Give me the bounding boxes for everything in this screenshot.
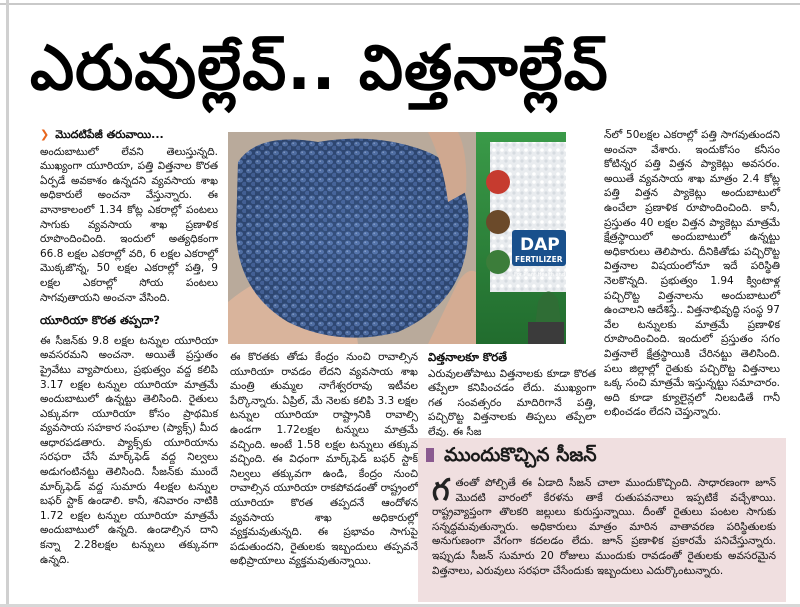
sidebox-body [432, 473, 776, 600]
paragraph: ఎరువులతోపాటు విత్తనాలకు కూడా కొరత తప్పేలా కనిపించడం లేదు. ముఖ్యంగా గత సంవత్సరం మాదిరిగానే పత్తి, పచ్చిరొట్ట విత్తనాలకు తిప్పలు తప్పేలా లేవు. ఈ సీజ [428, 367, 596, 438]
paragraph: అందుబాటులో లేవని తెలుస్తున్నది. ముఖ్యంగా యూరియా, పత్తి విత్తనాల కొరత ఏర్పడే అవకాశం ఉన్నదని వ్యవసాయ శాఖ అధికారులే అంచనా వేస్తున్నారు. ఈ వానాకాలంలో 1.34 కోట్ల ఎకరాల్లో పంటలు సాగుకు వ్యవసాయ శాఖ ప్రణాళిక రూపొందించింది. ఇందులో అత్యధికంగా 66.8 లక్షల ఎకరాల్లో వరి, 6 లక్షల ఎకరాల్లో మొక్కజొన్న, 50 లక్షల ఎకరాల్లో పత్తి, 9 లక్షల ఎకరాల్లో సోయ పంటలు సాగవుతాయని అంచనా వేసింది. [40, 145, 218, 304]
bag-small-text: For Plant Health and Growth [514, 272, 585, 278]
kicker-text: మొదటిపేజీ తరువాయి... [55, 128, 164, 141]
leaf-plant-icon [486, 250, 510, 274]
subheading-seeds: విత్తనాలకూ కొరతే [428, 350, 508, 364]
soil-plant-icon [486, 210, 510, 234]
paragraph [432, 473, 776, 578]
top-border [0, 3, 800, 5]
title-marker-icon [426, 448, 434, 462]
season-sidebox [418, 438, 786, 602]
chevron-right-icon: ❯ [40, 128, 50, 141]
paragraph: న్‌లో 50లక్షల ఎకరాల్లో పత్తి సాగవుతుందని అంచనా వేశారు. ఇందుకోసం కనీసం కోటిన్నర పత్తి విత్తన ప్యాకెట్లు అవసరం. అయితే వ్యవసాయ శాఖ మాత్రం 2.4 కోట్ల పత్తి విత్తన ప్యాకెట్లు అందుబాటులో ఉంచేలా ప్రణాళిక రూపొందించింది. కానీ, ప్రస్తుతం 40 లక్షల విత్తన ప్యాకెట్లు మాత్రమే క్షేత్రస్థాయిలో అందుబాటులో ఉన్నట్టు అధికారులు తెలిపారు. దీనికితోడు పచ్చిరొట్ట విత్తనాల విషయంలోనూ ఇదే పరిస్థితి నెలకొన్నది. ప్రభుత్వం 1.94 క్వింటాళ్ల పచ్చిరొట్ట విత్తనాలను అందుబాటులో ఉంచాలని ఆదేశిస్తే.. విత్తనాభివృద్ధి సంస్థ 97 వేల టన్నులకు మాత్రమే ప్రణాళిక రూపొందించింది. ఇందులో ప్రస్తుతం సగం విత్తనాలే క్షేత్రస్థాయికి చేరినట్టు తెలిసింది. పలు జిల్లాల్లో రైతుకు పచ్చిరొట్ట విత్తనాలు ఒక్క సంచి మాత్రమే ఇస్తున్నట్టు సమాచారం. అది కూడా క్యూలైన్లలో నిలబడితే గానీ లభించడం లేదని చెప్తున్నారు. [604, 129, 780, 419]
article-photo [228, 132, 585, 344]
red-flower-icon [486, 170, 510, 194]
article-column-2 [230, 350, 418, 602]
article-column-3 [428, 350, 596, 438]
paragraph: ఈ కొరతకు తోడు కేంద్రం నుంచి రావాల్సిన యూరియా రావడం లేదని వ్యవసాయ శాఖ మంత్రి తుమ్మల నాగేశ్వరరావు ఇటీవల పేర్కొన్నారు. ఏప్రిల్, మే నెలకు కలిపి 3.3 లక్షల టన్నుల యూరియా రాష్ట్రానికి రావాల్సి ఉండగా 1.72లక్షల టన్నులు మాత్రమే వచ్చింది. అంటే 1.58 లక్షల టన్నులు తక్కువ వచ్చింది. ఈ విధంగా మార్క్‌ఫెడ్ బఫర్ స్టాక్ నిల్వలు తక్కువగా ఉండి, కేంద్రం నుంచి రావాల్సిన యూరియా రాకపోవడంతో రాష్ట్రంలో యూరియా కొరత తప్పదనే ఆందోళన వ్యవసాయ శాఖ అధికారుల్లో వ్యక్తమవుతున్నది. ఈ ప్రభావం సాగుపై పడుతుందని, రైతులకు ఇబ్బందులు తప్పవనే అభిప్రాయాలు వ్యక్తమవుతున్నాయి. [230, 351, 418, 568]
plant-pot [528, 322, 564, 344]
fertilizer-text: FERTILIZER [515, 255, 563, 264]
paragraph: ఈ సీజన్‌కు 9.8 లక్షల టన్నుల యూరియా అవసరమని అంచనా. అయితే ప్రస్తుతం ప్రైవేటు వ్యాపారులు, ప్రభుత్వం వద్ద కలిపి 3.17 లక్షల టన్నుల యూరియా మాత్రమే అందుబాటులో ఉన్నట్టు తెలిసింది. రైతులు ఎక్కువగా యూరియా కోసం ప్రాథమిక వ్యవసాయ సహకార సంఘాల (ప్యాక్స్) మీద ఆధారపడతారు. ప్యాక్స్‌కు యూరియాను సరఫరా చేసే మార్క్‌ఫెడ్ వద్ద నిల్వలు అడుగంటినట్టు తెలిసింది. సీజన్‌కు ముందే మార్క్‌ఫెడ్ వద్ద సుమారు 4లక్షల టన్నుల బఫర్ స్టాక్ ఉండాలి. కానీ, శనివారం నాటికి 1.72 లక్షల టన్నుల యూరియా మాత్రమే అందుబాటులో ఉన్నది. ఉండాల్సిన దాని కన్నా 2.28లక్షల టన్నులు తక్కువగా ఉన్నది. [40, 334, 218, 566]
dap-text: DAP [520, 235, 560, 255]
sidebox-text: తంతో పోల్చితే ఈ ఏడాది సీజన్ చాలా ముందుకొచ్చింది. సాధారణంగా జూన్ మొదటి వారంలో కేరళను తాకే రుతుపవనాలు ఇప్పటికే వచ్చేశాయి. రాష్ట్రవ్యాప్తంగా తొలకరి జల్లులు కురుస్తున్నాయి. దీంతో రైతులు పంటల సాగుకు సన్నద్ధమవుతున్నారు. అధికారులు మాత్రం మారిన వాతావరణ పరిస్థితులకు అనుగుణంగా వేగంగా కదలడం లేదు. జూన్ ప్రణాళిక ప్రకారమే పనిచేస్తున్నారు. ఇప్పుడు సీజన్ సుమారు 20 రోజులు ముందుకు రావడంతో రైతులకు అవసరమైన విత్తనాలు, ఎరువులు సరఫరా చేసేందుకు ఇబ్బందులు ఎదుర్కొంటున్నారు. [432, 477, 776, 577]
continued-kicker [40, 128, 218, 143]
article-column-4 [604, 128, 780, 438]
article-column-1 [40, 128, 218, 598]
dropcap: గ [432, 473, 450, 508]
sidebox-title [426, 442, 766, 468]
fertilizer-photo-illustration [228, 132, 585, 344]
subheading-urea: యూరియా కొరత తప్పదా? [40, 313, 160, 328]
sidebox-title-text: ముందుకొచ్చిన సీజన్ [444, 444, 597, 466]
headline: ఎరువుల్లేవ్.. విత్తనాల్లేవ్ [30, 31, 609, 104]
left-border [6, 0, 9, 607]
